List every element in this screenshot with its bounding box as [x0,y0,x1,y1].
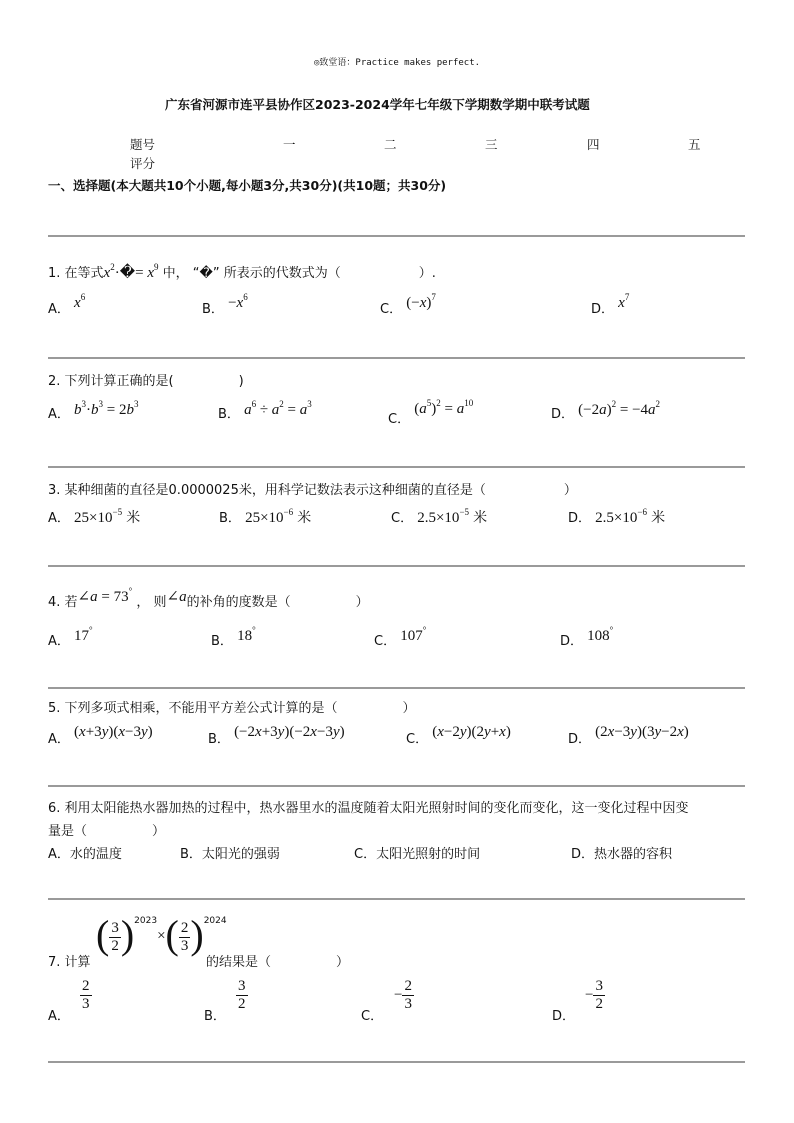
question-4-suffix: 的补角的度数是（ ） [186,595,369,610]
option-label: B． [218,407,240,422]
question-6-option-a[interactable]: A．水的温度 [48,847,122,862]
question-5-option-b[interactable]: B． (−2x+3y)(−2x−3y) [208,724,345,747]
option-label: B． [211,634,233,649]
motto: ◎致堂语：Practice makes perfect. [314,58,481,68]
question-4-stem: 4. 若∠a = 73° ， 则∠a的补角的度数是（ ） [48,586,369,610]
option-label: C． [374,634,397,649]
divider [48,235,745,237]
question-5-option-c[interactable]: C． (x−2y)(2y+x) [406,724,511,747]
question-6-stem-line2: 量是（ ） [48,824,166,839]
option-label: B． [219,511,241,526]
question-1-equation: $x^2\cdot�= x^9$ [103,262,159,281]
question-6-option-c[interactable]: C．太阳光照射的时间 [354,847,481,862]
score-table-row2-label: 评分 [130,156,156,171]
option-label: C． [361,1009,384,1024]
question-7-prefix: 7. 计算 [48,955,91,970]
divider [48,1061,745,1063]
question-7-option-b[interactable] [204,1005,226,1024]
question-6-option-d[interactable]: D．热水器的容积 [571,847,673,862]
option-label: D． [552,1009,576,1024]
divider [48,898,745,900]
question-7-expression: ( $\frac{3}{2}$ )$^{2023}$×( $\frac{2}{3}$ )$^{2024}$ [96,912,227,957]
section-heading: 一、选择题(本大题共10个小题,每小题3分,共30分)(共10题；共30分) [48,178,447,193]
score-table-col-1: 一 [283,137,296,152]
option-label: A． [48,407,70,422]
question-7-option-c-value: − $\frac{2}{3}$ [394,978,412,1012]
question-1-mid: 中， [162,266,189,281]
option-label: A． [48,511,70,526]
question-7-option-a-value: $\frac{2}{3}$ [82,978,90,1012]
option-label: D． [568,732,592,747]
question-4-mid: ， 则 [136,595,167,610]
question-3-option-c[interactable]: C． $2.5\times 10^{-5}$ 米 [391,507,488,526]
option-label: B． [202,302,224,317]
question-2-option-a[interactable]: A． $b^3\cdot b^3 = 2b^3$ [48,399,139,422]
score-table-col-2: 二 [384,137,397,152]
question-1-option-b[interactable]: B． $-x^6$ [202,292,248,317]
question-3-option-d[interactable]: D． $2.5\times 10^{-6}$ 米 [568,507,666,526]
question-1-option-a[interactable]: A． $x^6$ [48,292,86,317]
option-label: C． [406,732,429,747]
score-table-row1-label: 题号 [130,137,156,152]
option-label: D． [551,407,575,422]
score-table-col-5: 五 [688,137,701,152]
unit-label: 米 [473,509,488,525]
question-1-option-d[interactable]: D． $x^7$ [591,292,630,317]
question-2-stem: 2. 下列计算正确的是( ) [48,374,244,389]
question-2-option-c[interactable]: C． $(a^5)^2 = a^{10}$ [388,398,474,427]
question-1-suffix: 所表示的代数式为（ ）. [223,266,436,281]
divider [48,357,745,359]
unit-label: 米 [126,509,141,525]
option-label: A． [48,1009,70,1024]
option-label: B． [208,732,230,747]
option-label: B． [204,1009,226,1024]
option-label: D． [591,302,615,317]
question-6-option-b[interactable]: B．太阳光的强弱 [180,847,280,862]
question-1-prefix: 1. 在等式 [48,266,104,281]
question-4-option-a[interactable]: A． 17° [48,625,93,649]
option-label: A． [48,302,70,317]
question-7-option-c[interactable] [361,1005,383,1024]
question-5-option-a[interactable]: A． (x+3y)(x−3y) [48,724,153,747]
question-2-option-b[interactable]: B． $a^6 \div a^2 = a^3$ [218,399,312,422]
option-label: D． [560,634,584,649]
question-5-stem: 5. 下列多项式相乘，不能用平方差公式计算的是（ ） [48,701,416,716]
question-7-option-d-value: − $\frac{3}{2}$ [585,978,603,1012]
question-2-option-d[interactable]: D． $(-2a)^2 = -4a^2$ [551,399,661,422]
divider [48,565,745,567]
unit-label: 米 [651,509,666,525]
option-label: C． [391,511,414,526]
score-table-col-3: 三 [485,137,498,152]
option-label: C． [388,412,411,427]
question-4-prefix: 4. 若 [48,595,78,610]
question-4-option-c[interactable]: C． 107° [374,625,427,649]
question-1-option-c[interactable]: C． $(-x)^7$ [380,292,436,317]
score-table-col-4: 四 [587,137,600,152]
option-label: A． [48,634,70,649]
question-1-stem [48,262,436,282]
question-7-suffix: 的结果是（ ） [206,955,350,970]
question-4-option-d[interactable]: D． 108° [560,625,614,649]
divider [48,785,745,787]
page-title: 广东省河源市连平县协作区2023-2024学年七年级下学期数学期中联考试题 [165,97,590,112]
question-3-option-b[interactable]: B． $25\times 10^{-6}$ 米 [219,507,312,526]
unit-label: 米 [297,509,312,525]
question-7-option-a[interactable] [48,1005,70,1024]
question-3-stem: 3. 某种细菌的直径是0.0000025米，用科学记数法表示这种细菌的直径是（ ） [48,483,577,498]
question-5-option-d[interactable]: D． (2x−3y)(3y−2x) [568,724,689,747]
question-7-option-d[interactable] [552,1005,575,1024]
option-label: A． [48,732,70,747]
question-7-option-b-value: $\frac{3}{2}$ [238,978,246,1012]
question-3-option-a[interactable]: A． $25\times 10^{-5}$ 米 [48,507,141,526]
question-6-stem-line1: 6. 利用太阳能热水器加热的过程中，热水器里水的温度随着太阳光照射时间的变化而变化，这一变化过程中因变 [48,801,689,816]
option-label: C． [380,302,403,317]
divider [48,687,745,689]
option-label: D． [568,511,592,526]
question-1-quote: “�” [192,266,220,281]
divider [48,466,745,468]
question-4-option-b[interactable]: B． 18° [211,625,256,649]
